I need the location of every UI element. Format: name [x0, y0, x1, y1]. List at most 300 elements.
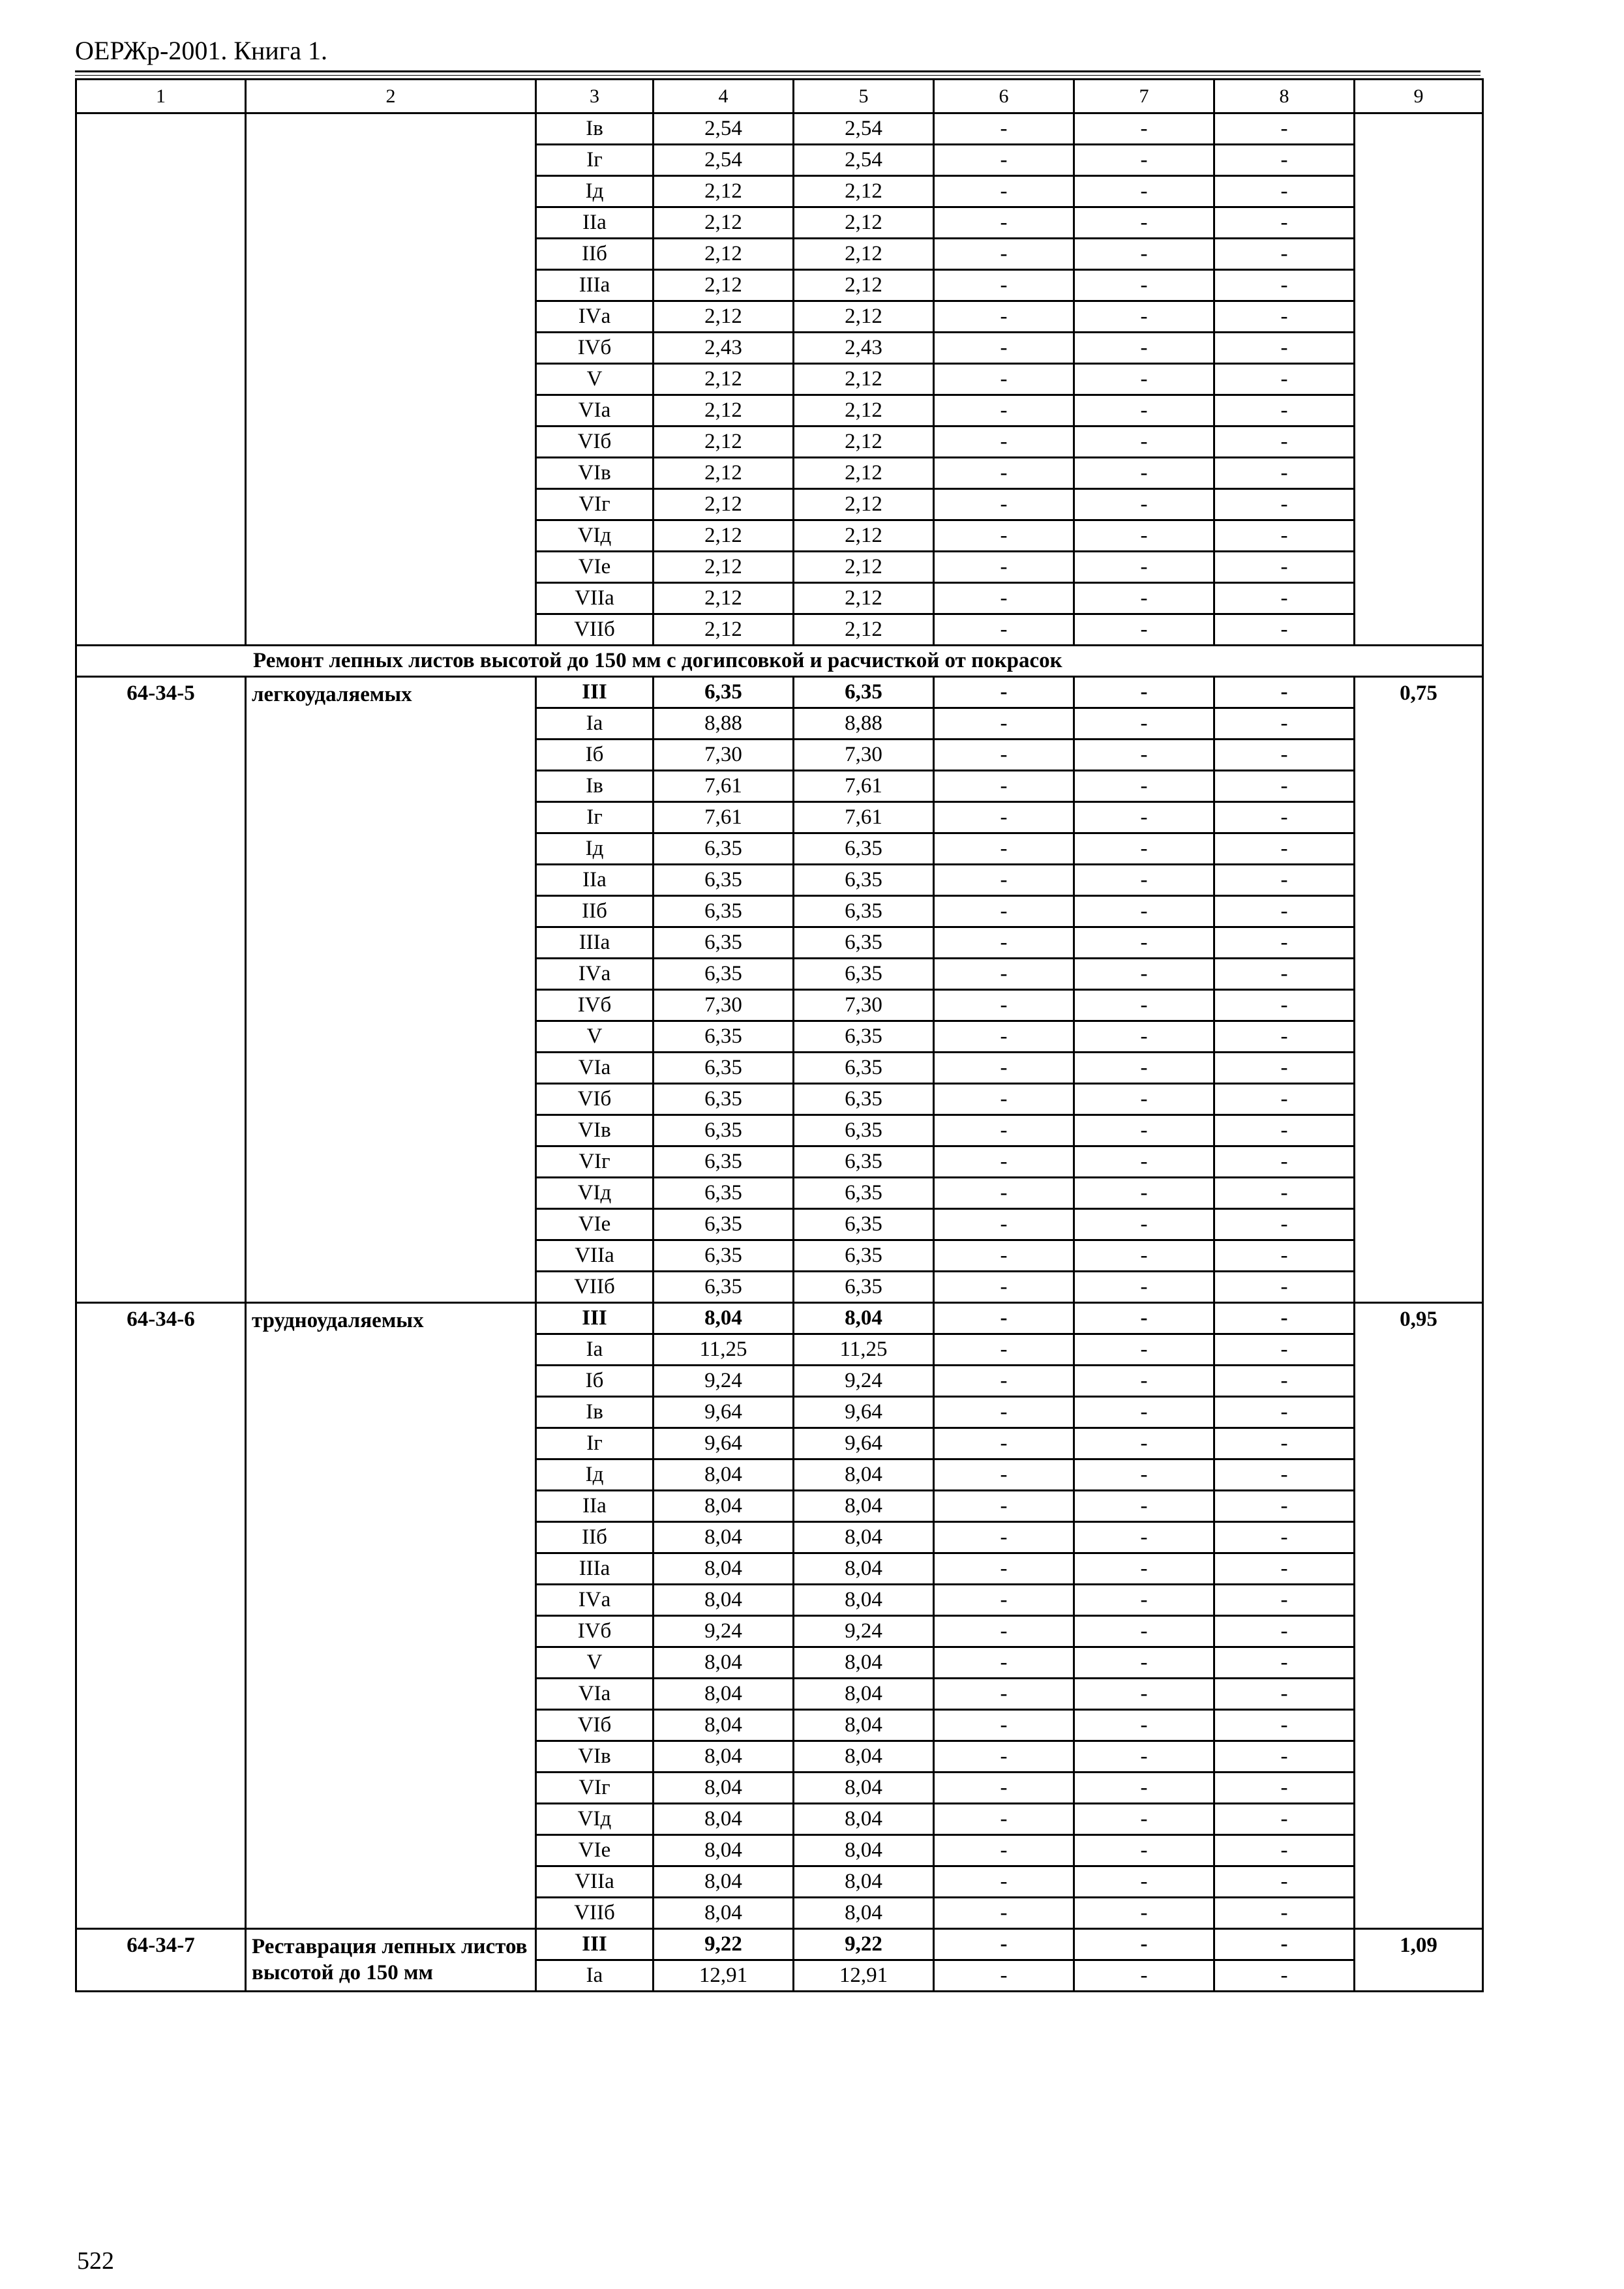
value-cell-7: - — [1074, 1679, 1214, 1710]
value-cell-5: 7,61 — [794, 771, 934, 802]
value-cell-7: - — [1074, 552, 1214, 583]
class-cell: IVа — [536, 1585, 654, 1616]
value-cell-7: - — [1074, 1491, 1214, 1522]
value-cell-5: 6,35 — [794, 1146, 934, 1178]
value-cell-4: 9,64 — [654, 1397, 794, 1428]
class-cell: IVб — [536, 333, 654, 364]
value-cell-6: - — [934, 113, 1074, 145]
value-cell-4: 2,12 — [654, 583, 794, 614]
value-cell-4: 6,35 — [654, 959, 794, 990]
class-cell: VIа — [536, 395, 654, 426]
class-cell: V — [536, 364, 654, 395]
value-cell-7: - — [1074, 395, 1214, 426]
value-cell-4: 2,12 — [654, 489, 794, 520]
value-cell-5: 2,54 — [794, 145, 934, 176]
value-cell-4: 6,35 — [654, 896, 794, 927]
value-cell-6: - — [934, 1522, 1074, 1553]
class-cell: IVа — [536, 959, 654, 990]
class-cell: VIа — [536, 1679, 654, 1710]
class-cell: Iв — [536, 113, 654, 145]
class-cell: IIб — [536, 1522, 654, 1553]
value-cell-8: - — [1214, 614, 1355, 646]
value-cell-8: - — [1214, 1647, 1355, 1679]
value-cell-4: 2,54 — [654, 145, 794, 176]
value-cell-6: - — [934, 1491, 1074, 1522]
value-cell-4: 8,04 — [654, 1553, 794, 1585]
value-cell-5: 6,35 — [794, 959, 934, 990]
value-cell-5: 2,12 — [794, 614, 934, 646]
value-cell-7: - — [1074, 301, 1214, 333]
column-number: 9 — [1355, 80, 1483, 113]
page-header: ОЕРЖр-2001. Книга 1. — [75, 36, 327, 65]
value-cell-7: - — [1074, 1647, 1214, 1679]
value-cell-5: 2,43 — [794, 333, 934, 364]
value-cell-7: - — [1074, 239, 1214, 270]
value-cell-7: - — [1074, 1710, 1214, 1741]
value-cell-8: - — [1214, 677, 1355, 708]
value-cell-6: - — [934, 1053, 1074, 1084]
value-cell-5: 12,91 — [794, 1960, 934, 1992]
value-cell-8: - — [1214, 1491, 1355, 1522]
name-cell: Реставрация лепных листов высотой до 150 мм — [246, 1929, 536, 1992]
value-cell-8: - — [1214, 583, 1355, 614]
class-cell: VIIа — [536, 1866, 654, 1898]
value-cell-6: - — [934, 583, 1074, 614]
section-title: Ремонт лепных листов высотой до 150 мм с догипсовкой и расчисткой от покрасок — [76, 646, 1483, 677]
value-cell-5: 2,12 — [794, 301, 934, 333]
class-cell: VIг — [536, 1146, 654, 1178]
class-cell: Iа — [536, 1960, 654, 1992]
value-cell-6: - — [934, 1835, 1074, 1866]
value-cell-4: 2,12 — [654, 458, 794, 489]
value-cell-7: - — [1074, 1146, 1214, 1178]
class-cell: III — [536, 1303, 654, 1334]
value-cell-6: - — [934, 1710, 1074, 1741]
value-cell-5: 6,35 — [794, 927, 934, 959]
value-cell-4: 8,04 — [654, 1303, 794, 1334]
column-number-row — [76, 80, 1483, 113]
value-cell-4: 6,35 — [654, 1178, 794, 1209]
value-cell-5: 2,12 — [794, 270, 934, 301]
value-cell-8: - — [1214, 520, 1355, 552]
value-cell-4: 12,91 — [654, 1960, 794, 1992]
class-cell: IIб — [536, 896, 654, 927]
value-cell-7: - — [1074, 1741, 1214, 1773]
value-cell-4: 8,04 — [654, 1804, 794, 1835]
value-cell-8: - — [1214, 113, 1355, 145]
value-cell-8: - — [1214, 990, 1355, 1021]
value-cell-6: - — [934, 1146, 1074, 1178]
class-cell: IIIа — [536, 927, 654, 959]
value-cell-5: 8,04 — [794, 1741, 934, 1773]
value-cell-5: 6,35 — [794, 1115, 934, 1146]
value-cell-7: - — [1074, 520, 1214, 552]
value-cell-4: 11,25 — [654, 1334, 794, 1366]
value-cell-5: 8,04 — [794, 1679, 934, 1710]
value-cell-7: - — [1074, 990, 1214, 1021]
value-cell-5: 6,35 — [794, 1209, 934, 1240]
value-cell-5: 2,12 — [794, 239, 934, 270]
coef-cell — [1355, 113, 1483, 646]
value-cell-7: - — [1074, 708, 1214, 740]
page-number: 522 — [77, 2247, 114, 2275]
value-cell-6: - — [934, 771, 1074, 802]
value-cell-5: 8,04 — [794, 1491, 934, 1522]
value-cell-6: - — [934, 1553, 1074, 1585]
value-cell-6: - — [934, 1272, 1074, 1303]
value-cell-7: - — [1074, 1021, 1214, 1053]
column-number: 8 — [1214, 80, 1355, 113]
value-cell-6: - — [934, 1898, 1074, 1929]
value-cell-6: - — [934, 1647, 1074, 1679]
value-cell-7: - — [1074, 207, 1214, 239]
value-cell-7: - — [1074, 364, 1214, 395]
value-cell-4: 9,64 — [654, 1428, 794, 1459]
value-cell-6: - — [934, 1209, 1074, 1240]
value-cell-4: 6,35 — [654, 1021, 794, 1053]
class-cell: IIIа — [536, 1553, 654, 1585]
value-cell-5: 2,12 — [794, 552, 934, 583]
value-cell-5: 6,35 — [794, 1021, 934, 1053]
class-cell: VIа — [536, 1053, 654, 1084]
class-cell: VIв — [536, 1115, 654, 1146]
value-cell-6: - — [934, 176, 1074, 207]
name-cell: трудноудаляемых — [246, 1303, 536, 1929]
value-cell-8: - — [1214, 1209, 1355, 1240]
value-cell-8: - — [1214, 771, 1355, 802]
value-cell-5: 6,35 — [794, 1053, 934, 1084]
value-cell-6: - — [934, 364, 1074, 395]
value-cell-7: - — [1074, 1053, 1214, 1084]
value-cell-4: 8,04 — [654, 1866, 794, 1898]
value-cell-7: - — [1074, 959, 1214, 990]
value-cell-6: - — [934, 1459, 1074, 1491]
value-cell-7: - — [1074, 426, 1214, 458]
value-cell-8: - — [1214, 395, 1355, 426]
value-cell-8: - — [1214, 1866, 1355, 1898]
value-cell-7: - — [1074, 677, 1214, 708]
value-cell-6: - — [934, 552, 1074, 583]
value-cell-4: 8,04 — [654, 1522, 794, 1553]
value-cell-5: 2,12 — [794, 207, 934, 239]
value-cell-5: 2,54 — [794, 113, 934, 145]
value-cell-7: - — [1074, 1960, 1214, 1992]
value-cell-7: - — [1074, 896, 1214, 927]
value-cell-4: 6,35 — [654, 1240, 794, 1272]
value-cell-6: - — [934, 833, 1074, 865]
value-cell-5: 7,61 — [794, 802, 934, 833]
column-number: 1 — [76, 80, 246, 113]
value-cell-5: 6,35 — [794, 896, 934, 927]
class-cell: Iб — [536, 1366, 654, 1397]
value-cell-4: 8,04 — [654, 1459, 794, 1491]
value-cell-6: - — [934, 333, 1074, 364]
value-cell-7: - — [1074, 1898, 1214, 1929]
coef-cell: 0,95 — [1355, 1303, 1483, 1929]
value-cell-6: - — [934, 1616, 1074, 1647]
value-cell-4: 2,12 — [654, 207, 794, 239]
class-cell: V — [536, 1647, 654, 1679]
value-cell-6: - — [934, 1741, 1074, 1773]
value-cell-7: - — [1074, 1835, 1214, 1866]
value-cell-6: - — [934, 1115, 1074, 1146]
value-cell-7: - — [1074, 614, 1214, 646]
value-cell-6: - — [934, 677, 1074, 708]
value-cell-8: - — [1214, 270, 1355, 301]
column-number: 7 — [1074, 80, 1214, 113]
code-cell: 64-34-6 — [76, 1303, 246, 1929]
value-cell-6: - — [934, 145, 1074, 176]
value-cell-4: 8,04 — [654, 1741, 794, 1773]
value-cell-7: - — [1074, 113, 1214, 145]
class-cell: VIIб — [536, 1898, 654, 1929]
value-cell-8: - — [1214, 176, 1355, 207]
value-cell-5: 9,64 — [794, 1428, 934, 1459]
value-cell-8: - — [1214, 145, 1355, 176]
value-cell-6: - — [934, 865, 1074, 896]
value-cell-6: - — [934, 270, 1074, 301]
value-cell-5: 11,25 — [794, 1334, 934, 1366]
class-cell: VIIб — [536, 1272, 654, 1303]
value-cell-8: - — [1214, 833, 1355, 865]
value-cell-7: - — [1074, 333, 1214, 364]
value-cell-8: - — [1214, 207, 1355, 239]
value-cell-6: - — [934, 1240, 1074, 1272]
value-cell-7: - — [1074, 740, 1214, 771]
class-cell: Iд — [536, 1459, 654, 1491]
value-cell-6: - — [934, 1366, 1074, 1397]
value-cell-5: 6,35 — [794, 1272, 934, 1303]
value-cell-4: 2,54 — [654, 113, 794, 145]
value-cell-5: 8,04 — [794, 1647, 934, 1679]
value-cell-5: 8,04 — [794, 1553, 934, 1585]
value-cell-6: - — [934, 959, 1074, 990]
value-cell-8: - — [1214, 1178, 1355, 1209]
value-cell-5: 6,35 — [794, 1084, 934, 1115]
class-cell: VIв — [536, 458, 654, 489]
value-cell-5: 9,64 — [794, 1397, 934, 1428]
value-cell-6: - — [934, 1679, 1074, 1710]
value-cell-5: 8,04 — [794, 1459, 934, 1491]
value-cell-5: 2,12 — [794, 583, 934, 614]
value-cell-8: - — [1214, 1272, 1355, 1303]
value-cell-4: 7,30 — [654, 740, 794, 771]
value-cell-8: - — [1214, 1804, 1355, 1835]
value-cell-4: 2,12 — [654, 614, 794, 646]
value-cell-8: - — [1214, 1710, 1355, 1741]
class-cell: Iб — [536, 740, 654, 771]
class-cell: Iг — [536, 802, 654, 833]
value-cell-7: - — [1074, 1929, 1214, 1960]
value-cell-7: - — [1074, 176, 1214, 207]
value-cell-4: 6,35 — [654, 1146, 794, 1178]
value-cell-7: - — [1074, 833, 1214, 865]
value-cell-8: - — [1214, 1366, 1355, 1397]
value-cell-6: - — [934, 1397, 1074, 1428]
value-cell-8: - — [1214, 1616, 1355, 1647]
value-cell-4: 8,04 — [654, 1679, 794, 1710]
value-cell-7: - — [1074, 1459, 1214, 1491]
value-cell-6: - — [934, 1804, 1074, 1835]
value-cell-4: 8,04 — [654, 1585, 794, 1616]
value-cell-4: 2,12 — [654, 364, 794, 395]
value-cell-8: - — [1214, 1522, 1355, 1553]
value-cell-5: 8,04 — [794, 1585, 934, 1616]
class-cell: VIб — [536, 1710, 654, 1741]
value-cell-5: 2,12 — [794, 489, 934, 520]
value-cell-6: - — [934, 1960, 1074, 1992]
value-cell-4: 6,35 — [654, 927, 794, 959]
value-cell-6: - — [934, 207, 1074, 239]
value-cell-8: - — [1214, 1679, 1355, 1710]
value-cell-7: - — [1074, 1616, 1214, 1647]
value-cell-4: 8,04 — [654, 1773, 794, 1804]
value-cell-7: - — [1074, 1553, 1214, 1585]
class-cell: VIе — [536, 1835, 654, 1866]
value-cell-6: - — [934, 520, 1074, 552]
column-number: 5 — [794, 80, 934, 113]
value-cell-8: - — [1214, 333, 1355, 364]
code-cell — [76, 113, 246, 646]
norms-table-body — [76, 80, 1483, 1992]
value-cell-4: 9,22 — [654, 1929, 794, 1960]
value-cell-6: - — [934, 1585, 1074, 1616]
value-cell-4: 6,35 — [654, 1115, 794, 1146]
class-cell: IIа — [536, 207, 654, 239]
class-cell: VIд — [536, 1804, 654, 1835]
value-cell-8: - — [1214, 1773, 1355, 1804]
class-cell: Iа — [536, 708, 654, 740]
value-cell-4: 9,24 — [654, 1366, 794, 1397]
value-cell-7: - — [1074, 1866, 1214, 1898]
value-cell-6: - — [934, 927, 1074, 959]
value-cell-8: - — [1214, 489, 1355, 520]
class-cell: IIIа — [536, 270, 654, 301]
value-cell-5: 2,12 — [794, 458, 934, 489]
value-cell-8: - — [1214, 426, 1355, 458]
value-cell-4: 7,61 — [654, 802, 794, 833]
value-cell-4: 6,35 — [654, 677, 794, 708]
value-cell-6: - — [934, 239, 1074, 270]
value-cell-7: - — [1074, 1522, 1214, 1553]
header-rule — [75, 70, 1481, 72]
value-cell-4: 2,43 — [654, 333, 794, 364]
table-row — [76, 1303, 1483, 1334]
table-row — [76, 677, 1483, 708]
value-cell-4: 9,24 — [654, 1616, 794, 1647]
value-cell-6: - — [934, 1303, 1074, 1334]
value-cell-6: - — [934, 614, 1074, 646]
class-cell: IVа — [536, 301, 654, 333]
class-cell: Iд — [536, 176, 654, 207]
value-cell-7: - — [1074, 489, 1214, 520]
class-cell: VIе — [536, 552, 654, 583]
value-cell-4: 2,12 — [654, 426, 794, 458]
value-cell-4: 6,35 — [654, 865, 794, 896]
value-cell-7: - — [1074, 458, 1214, 489]
class-cell: Iв — [536, 771, 654, 802]
class-cell: V — [536, 1021, 654, 1053]
value-cell-5: 6,35 — [794, 1240, 934, 1272]
column-number: 2 — [246, 80, 536, 113]
value-cell-7: - — [1074, 583, 1214, 614]
value-cell-4: 7,30 — [654, 990, 794, 1021]
value-cell-6: - — [934, 802, 1074, 833]
class-cell: Iг — [536, 1428, 654, 1459]
class-cell: VIд — [536, 1178, 654, 1209]
value-cell-7: - — [1074, 270, 1214, 301]
value-cell-8: - — [1214, 1835, 1355, 1866]
class-cell: III — [536, 1929, 654, 1960]
value-cell-5: 8,04 — [794, 1710, 934, 1741]
code-cell: 64-34-5 — [76, 677, 246, 1303]
value-cell-5: 9,24 — [794, 1616, 934, 1647]
header-rule-thin — [75, 75, 1481, 76]
class-cell: III — [536, 677, 654, 708]
class-cell: VIе — [536, 1209, 654, 1240]
value-cell-6: - — [934, 896, 1074, 927]
value-cell-8: - — [1214, 301, 1355, 333]
value-cell-5: 6,35 — [794, 677, 934, 708]
class-cell: IVб — [536, 990, 654, 1021]
value-cell-8: - — [1214, 802, 1355, 833]
value-cell-7: - — [1074, 1366, 1214, 1397]
value-cell-7: - — [1074, 1303, 1214, 1334]
class-cell: VIг — [536, 489, 654, 520]
class-cell: IIа — [536, 1491, 654, 1522]
value-cell-7: - — [1074, 1084, 1214, 1115]
value-cell-7: - — [1074, 1178, 1214, 1209]
value-cell-6: - — [934, 395, 1074, 426]
coef-cell: 1,09 — [1355, 1929, 1483, 1992]
class-cell: VIд — [536, 520, 654, 552]
value-cell-4: 6,35 — [654, 1084, 794, 1115]
value-cell-6: - — [934, 426, 1074, 458]
value-cell-7: - — [1074, 1804, 1214, 1835]
value-cell-8: - — [1214, 1115, 1355, 1146]
value-cell-5: 7,30 — [794, 990, 934, 1021]
value-cell-8: - — [1214, 1585, 1355, 1616]
value-cell-4: 6,35 — [654, 1053, 794, 1084]
name-cell: легкоудаляемых — [246, 677, 536, 1303]
table-row — [76, 113, 1483, 145]
value-cell-5: 2,12 — [794, 395, 934, 426]
value-cell-8: - — [1214, 708, 1355, 740]
value-cell-6: - — [934, 990, 1074, 1021]
value-cell-4: 8,88 — [654, 708, 794, 740]
name-cell — [246, 113, 536, 646]
value-cell-8: - — [1214, 1553, 1355, 1585]
value-cell-8: - — [1214, 896, 1355, 927]
value-cell-7: - — [1074, 1115, 1214, 1146]
value-cell-8: - — [1214, 1303, 1355, 1334]
value-cell-5: 2,12 — [794, 364, 934, 395]
value-cell-8: - — [1214, 1053, 1355, 1084]
value-cell-6: - — [934, 708, 1074, 740]
value-cell-4: 7,61 — [654, 771, 794, 802]
value-cell-5: 6,35 — [794, 833, 934, 865]
class-cell: VIб — [536, 426, 654, 458]
value-cell-5: 2,12 — [794, 176, 934, 207]
value-cell-6: - — [934, 1428, 1074, 1459]
value-cell-4: 8,04 — [654, 1491, 794, 1522]
value-cell-4: 2,12 — [654, 301, 794, 333]
value-cell-8: - — [1214, 364, 1355, 395]
value-cell-6: - — [934, 1021, 1074, 1053]
value-cell-6: - — [934, 1178, 1074, 1209]
value-cell-4: 8,04 — [654, 1710, 794, 1741]
value-cell-7: - — [1074, 771, 1214, 802]
